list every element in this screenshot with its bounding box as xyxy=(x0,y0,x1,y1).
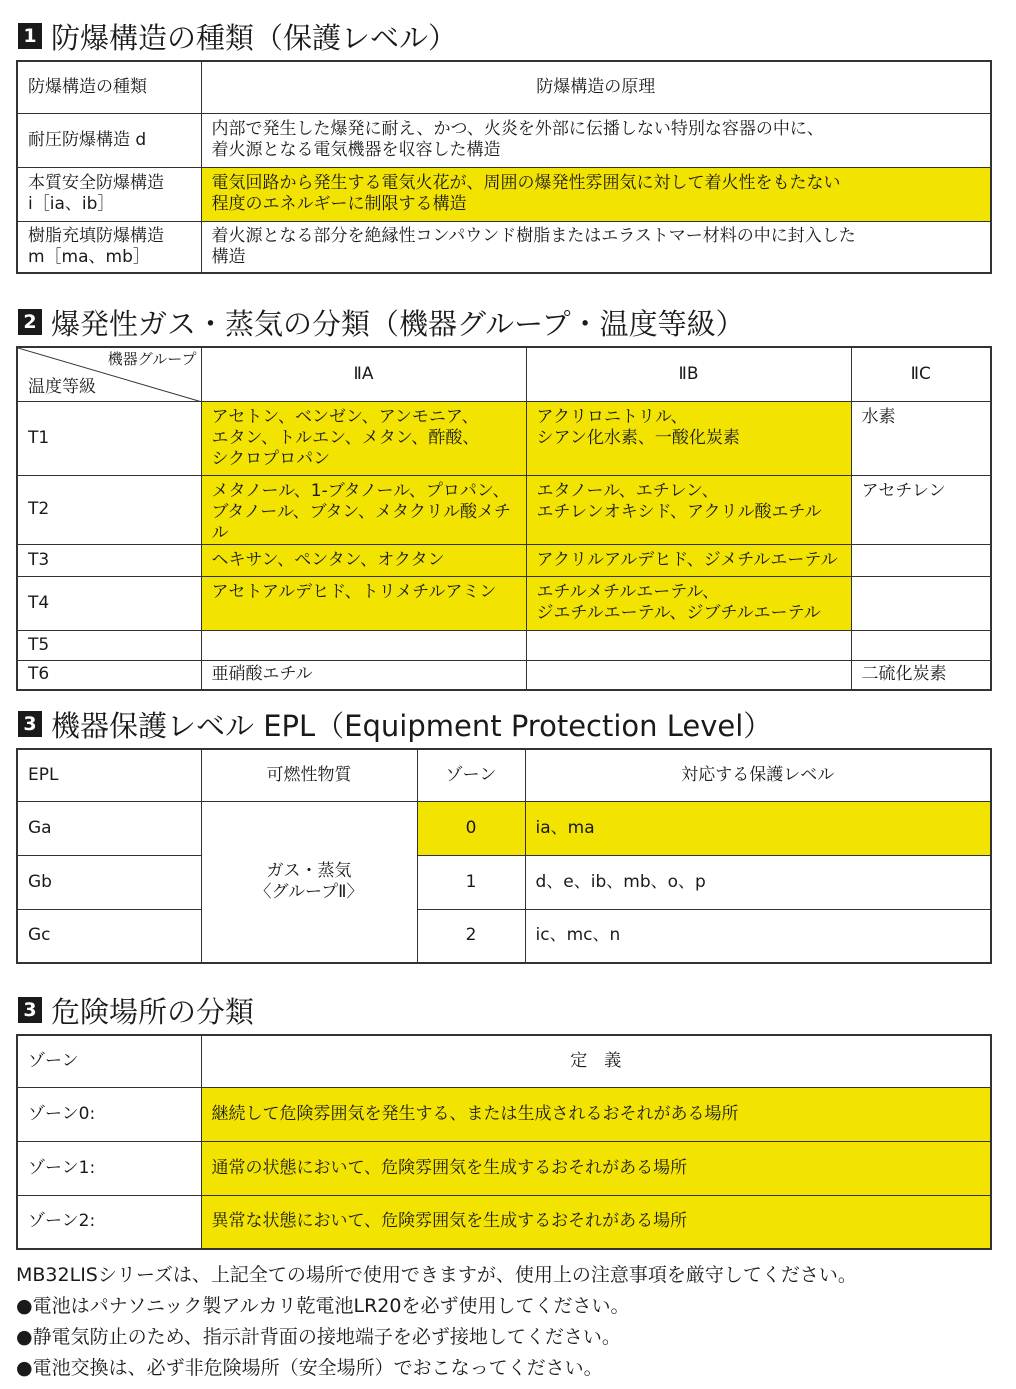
note-battery-replacement: ●電池交換は、必ず非危険場所（安全場所）でおこなってください。 xyxy=(16,1357,603,1379)
section3-number: 3 xyxy=(18,711,42,737)
gas-cell-IIA: メタノール、1-ブタノール、プロパン、 ブタノール、ブタン、メタクリル酸メチル xyxy=(201,475,526,544)
section2-title: 爆発性ガス・蒸気の分類（機器グループ・温度等級） xyxy=(51,306,745,341)
gas-classification-table xyxy=(16,346,992,691)
section4-title: 危険場所の分類 xyxy=(51,994,255,1029)
explosion-proof-types-table xyxy=(16,60,992,274)
temp-class-cell: T2 xyxy=(17,475,201,544)
section4-heading xyxy=(16,990,254,1030)
section3-table-wrap xyxy=(16,748,990,964)
epl-cell: Gc xyxy=(17,909,201,963)
section4-table-wrap xyxy=(16,1034,990,1250)
gas-cell-IIC: アセチレン xyxy=(851,475,991,544)
temp-class-cell: T6 xyxy=(17,660,201,690)
group-IIA-header: ⅡA xyxy=(201,347,526,401)
type-cell: 樹脂充填防爆構造 m［ma、mb］ xyxy=(17,221,201,273)
equipment-group-label: 機器グループ xyxy=(107,350,197,368)
gas-cell-IIC xyxy=(851,544,991,576)
epl-cell: Ga xyxy=(17,801,201,855)
level-cell-highlight: ia、ma xyxy=(525,801,991,855)
principle-cell: 着火源となる部分を絶縁性コンパウンド樹脂またはエラストマー材料の中に封入した 構造 xyxy=(201,221,991,273)
header-zone: ゾーン xyxy=(17,1035,201,1087)
level-cell: ic、mc、n xyxy=(525,909,991,963)
gas-cell-IIB: アクリロニトリル、 シアン化水素、一酸化炭素 xyxy=(526,401,851,475)
diagonal-header-cell xyxy=(17,347,201,401)
zone-cell: ゾーン2: xyxy=(17,1195,201,1249)
gas-cell-IIC: 水素 xyxy=(851,401,991,475)
header-principle: 防爆構造の原理 xyxy=(201,61,991,113)
section3-title: 機器保護レベル EPL（Equipment Protection Level） xyxy=(51,708,773,743)
temp-class-cell: T5 xyxy=(17,630,201,660)
gas-cell-IIC: 二硫化炭素 xyxy=(851,660,991,690)
section1-title: 防爆構造の種類（保護レベル） xyxy=(51,20,458,55)
section2-heading xyxy=(16,302,745,342)
gas-cell-IIB xyxy=(526,630,851,660)
section1-heading xyxy=(16,16,457,56)
zone-cell: 1 xyxy=(417,855,525,909)
section3-heading xyxy=(16,704,772,744)
note-battery: ●電池はパナソニック製アルカリ乾電池LR20を必ず使用してください。 xyxy=(16,1295,630,1317)
gas-cell-IIA: 亜硝酸エチル xyxy=(201,660,526,690)
header-epl: EPL xyxy=(17,749,201,801)
gas-cell-IIA: アセトアルデヒド、トリメチルアミン xyxy=(201,576,526,630)
gas-cell-IIA: アセトン、ベンゼン、アンモニア、 エタン、トルエン、メタン、酢酸、 シクロプロパン xyxy=(201,401,526,475)
zone-cell: 2 xyxy=(417,909,525,963)
principle-cell-highlight: 電気回路から発生する電気火花が、周囲の爆発性雰囲気に対して着火性をもたない 程度のエネルギーに制限する構造 xyxy=(201,167,991,221)
header-zone: ゾーン xyxy=(417,749,525,801)
temp-class-cell: T4 xyxy=(17,576,201,630)
zone-cell-highlight: 0 xyxy=(417,801,525,855)
header-definition: 定 義 xyxy=(201,1035,991,1087)
definition-cell-highlight: 異常な状態において、危険雰囲気を生成するおそれがある場所 xyxy=(201,1195,991,1249)
temperature-class-label: 温度等級 xyxy=(28,376,96,397)
hazardous-area-table xyxy=(16,1034,992,1250)
gas-cell-IIA xyxy=(201,630,526,660)
group-IIC-header: ⅡC xyxy=(851,347,991,401)
note-summary: MB32LISシリーズは、上記全ての場所で使用できますが、使用上の注意事項を厳守してください。 xyxy=(16,1264,857,1286)
section2-table-wrap xyxy=(16,346,990,691)
gas-cell-IIB xyxy=(526,660,851,690)
gas-cell-IIB: アクリルアルデヒド、ジメチルエーテル xyxy=(526,544,851,576)
gas-cell-IIC xyxy=(851,630,991,660)
zone-cell: ゾーン1: xyxy=(17,1141,201,1195)
section4-number: 3 xyxy=(18,997,42,1023)
zone-cell: ゾーン0: xyxy=(17,1087,201,1141)
gas-cell-IIC xyxy=(851,576,991,630)
epl-cell: Gb xyxy=(17,855,201,909)
section2-number: 2 xyxy=(18,309,42,335)
header-type: 防爆構造の種類 xyxy=(17,61,201,113)
temp-class-cell: T3 xyxy=(17,544,201,576)
type-cell: 耐圧防爆構造 d xyxy=(17,113,201,167)
group-IIB-header: ⅡB xyxy=(526,347,851,401)
temp-class-cell: T1 xyxy=(17,401,201,475)
epl-table xyxy=(16,748,992,964)
gas-cell-IIB: エタノール、エチレン、 エチレンオキシド、アクリル酸エチル xyxy=(526,475,851,544)
definition-cell-highlight: 継続して危険雰囲気を発生する、または生成されるおそれがある場所 xyxy=(201,1087,991,1141)
header-protection-level: 対応する保護レベル xyxy=(525,749,991,801)
gas-cell-IIB: エチルメチルエーテル、 ジエチルエーテル、ジブチルエーテル xyxy=(526,576,851,630)
section1-table-wrap xyxy=(16,60,990,274)
note-grounding: ●静電気防止のため、指示計背面の接地端子を必ず接地してください。 xyxy=(16,1326,621,1348)
usage-notes xyxy=(16,1260,996,1384)
gas-cell-IIA: ヘキサン、ペンタン、オクタン xyxy=(201,544,526,576)
section1-number: 1 xyxy=(18,23,42,49)
definition-cell-highlight: 通常の状態において、危険雰囲気を生成するおそれがある場所 xyxy=(201,1141,991,1195)
level-cell: d、e、ib、mb、o、p xyxy=(525,855,991,909)
substance-cell: ガス・蒸気 〈グループⅡ〉 xyxy=(201,801,417,963)
principle-cell: 内部で発生した爆発に耐え、かつ、火炎を外部に伝播しない特別な容器の中に、 着火源となる電気機器を収容した構造 xyxy=(201,113,991,167)
header-substance: 可燃性物質 xyxy=(201,749,417,801)
type-cell: 本質安全防爆構造 i［ia、ib］ xyxy=(17,167,201,221)
